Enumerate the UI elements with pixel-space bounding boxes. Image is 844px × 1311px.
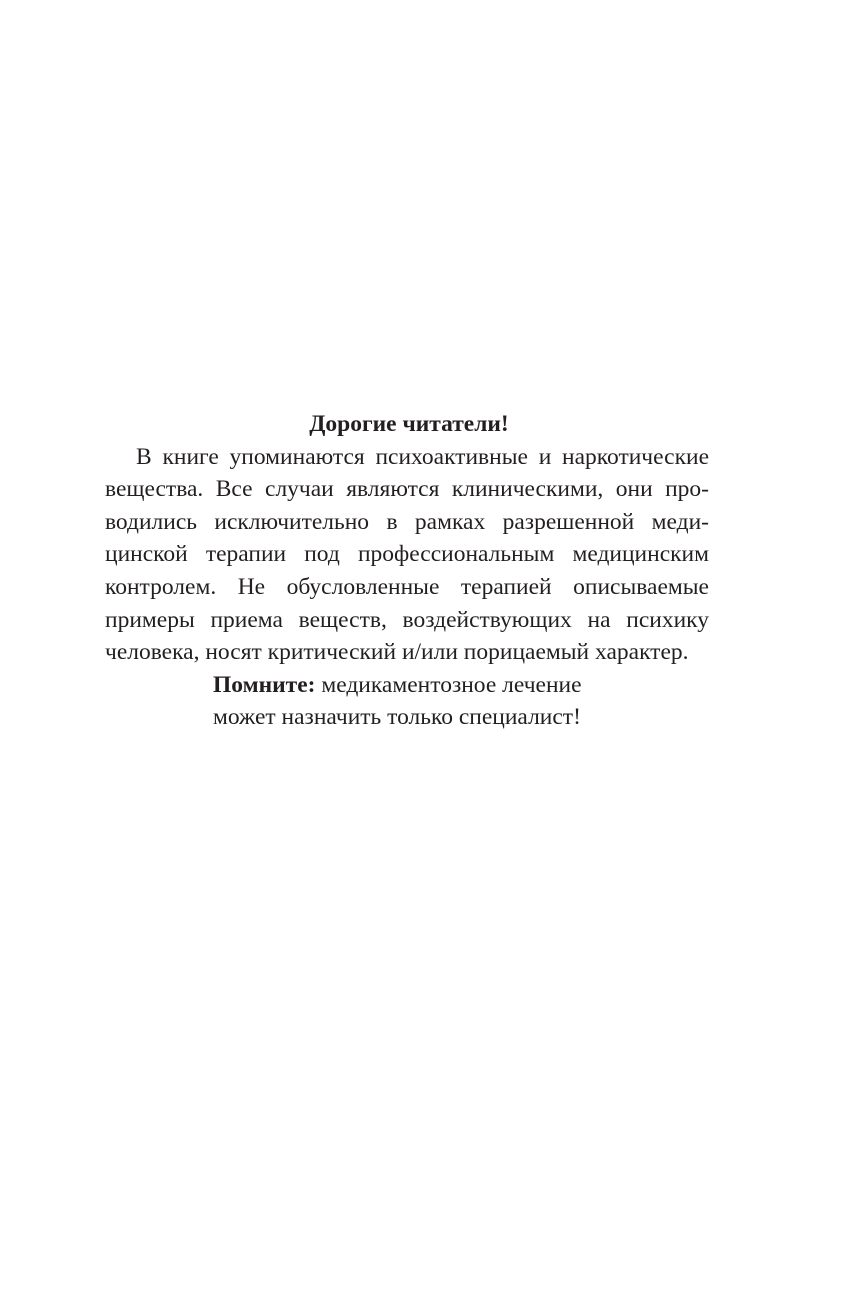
reader-notice [105, 408, 709, 734]
reminder-line-1 [213, 669, 613, 702]
reminder-line-2: может назначить только специалист! [213, 704, 581, 731]
notice-title: Дорогие читатели! [309, 411, 509, 437]
reminder-text-1: медикаментозное лечение [315, 671, 582, 698]
reminder-label: Помните: [213, 671, 316, 698]
notice-paragraph: В книге упоминаются психоактивные и наркотические вещества. Все случаи являются клиническими, они проводились исключительно в рамках разрешенной медицинской терапии под профессиональным медицинским контролем. Не обусловленные терапией описываемые примеры приема веществ, воздействующих на психику человека, носят критический и/или порицаемый характер. [105, 443, 709, 666]
reminder-block [105, 669, 613, 734]
